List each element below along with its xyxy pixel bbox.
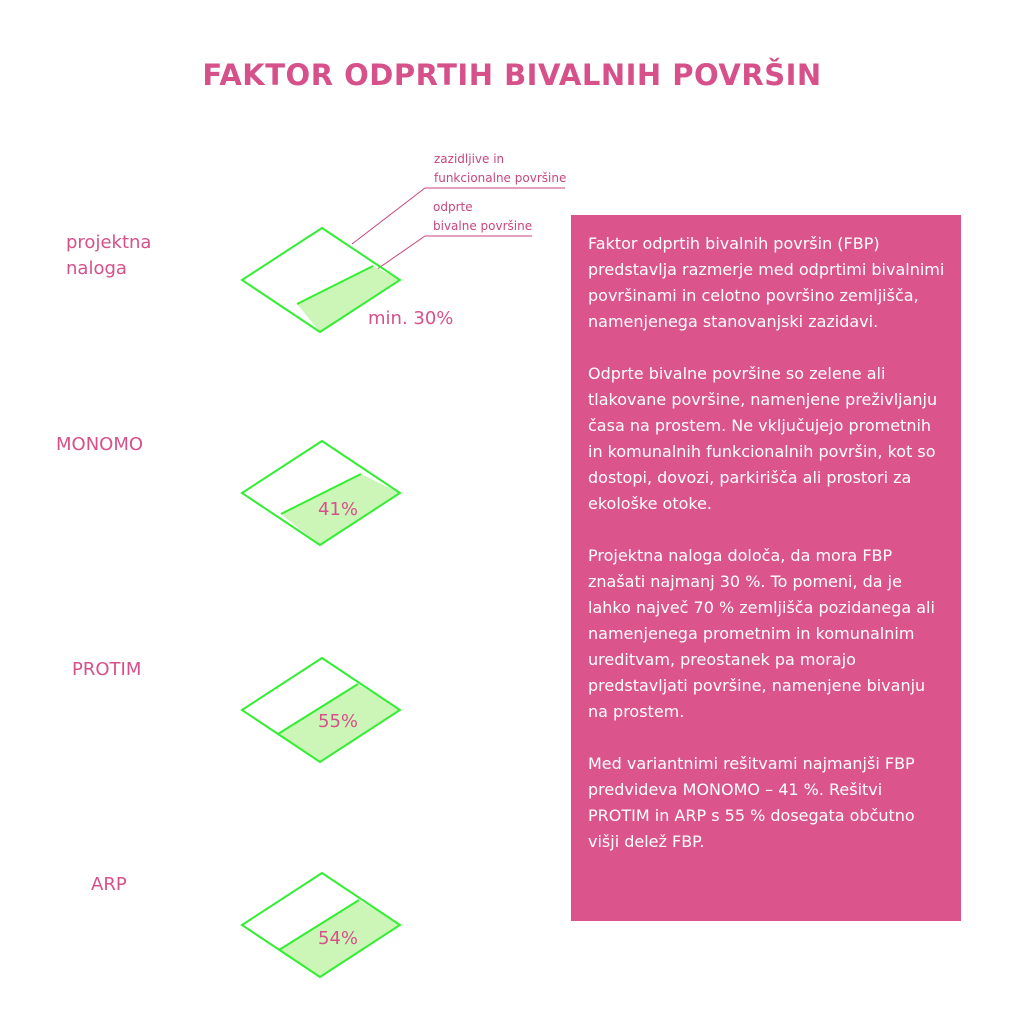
annotation-line: odprte (433, 200, 473, 214)
row-label-line: MONOMO (56, 434, 144, 455)
info-paragraph: Odprte bivalne površine so zelene ali tlakovane površine, namenjene preživljanju časa na prostem. Ne vključujejo prometnih in komunalnih funkcionalnih površin, kot so dostopi, dovozi, parkirišča ali prostori za ekološke otoke. (588, 364, 938, 513)
row-label-monomo (56, 432, 143, 458)
row-label-line: ARP (91, 874, 127, 895)
row-label-protim (72, 657, 141, 683)
rhombus-arp (242, 873, 400, 977)
rhombus-monomo (242, 441, 400, 545)
row-label-line: projektna (66, 232, 152, 253)
leader-line-bottom (373, 236, 532, 272)
annotation-line: bivalne površine (433, 219, 533, 233)
row-label-projektna-naloga (66, 230, 151, 282)
annotation-built-areas (434, 150, 566, 188)
row-label-line: PROTIM (72, 659, 142, 680)
annotation-line: funkcionalne površine (434, 171, 567, 185)
rhombus-protim (242, 658, 400, 762)
page-title: FAKTOR ODPRTIH BIVALNIH POVRŠIN (202, 58, 822, 92)
info-paragraph: Projektna naloga določa, da mora FBP znašati najmanj 30 %. To pomeni, da je lahko največ 70 % zemljišča pozidanega ali namenjenega prometnim in komunalnim ureditvam, preostanek pa morajo predstavljati površine, namenjene bivanju na prostem. (588, 546, 935, 721)
info-paragraph: Med variantnimi rešitvami najmanjši FBP predvideva MONOMO – 41 %. Rešitvi PROTIM in ARP s 55 % dosegata občutno višji delež FBP. (588, 754, 915, 851)
info-panel (571, 215, 961, 921)
annotation-line: zazidljive in (434, 152, 505, 166)
value-monomo: 41% (318, 499, 359, 520)
row-label-arp (91, 872, 127, 898)
value-protim: 55% (318, 711, 359, 732)
value-projektna-naloga: min. 30% (368, 308, 454, 329)
info-paragraph: Faktor odprtih bivalnih površin (FBP) predstavlja razmerje med odprtimi bivalnimi površinami in celotno površino zemljišča, namenjenega stanovanjski zazidavi. (588, 234, 945, 331)
value-arp: 54% (318, 928, 359, 949)
annotation-open-areas (433, 198, 532, 236)
row-label-line: naloga (66, 258, 127, 279)
